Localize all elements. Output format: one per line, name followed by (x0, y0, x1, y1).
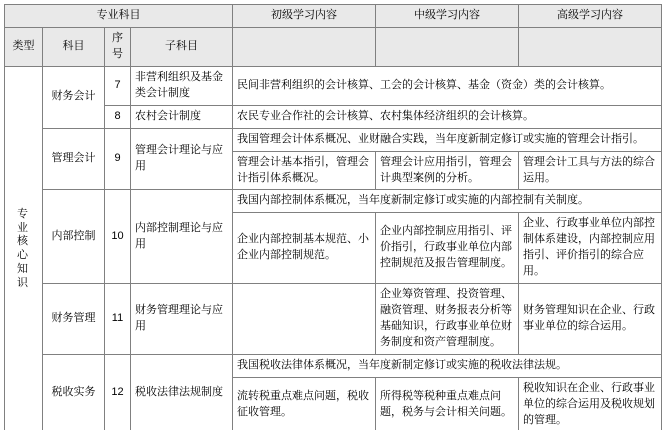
content-cell-all-levels: 我国税收法律体系概况，当年度新制定修订或实施的税收法律法规。 (233, 354, 662, 377)
seq-cell: 12 (105, 354, 131, 430)
content-cell-intermediate: 企业筹资管理、投资管理、融资管理、财务报表分析等基础知识，行政事业单位财务制度和资产管理制度。 (376, 284, 519, 355)
header-subject: 科目 (43, 27, 105, 66)
table-row (5, 128, 662, 151)
content-cell-all-levels: 民间非营利组织的会计核算、工会的会计核算、基金（资金）类的会计核算。 (233, 66, 662, 105)
content-cell-all-levels: 我国管理会计体系概况、业财融合实践，当年度新制定修订或实施的管理会计指引。 (233, 128, 662, 151)
type-label-char: 知 (17, 262, 30, 275)
subject-financial-accounting: 财务会计 (43, 66, 105, 128)
header-level-advanced-spacer (519, 27, 662, 66)
sub-subject-cell: 内部控制理论与应用 (131, 190, 233, 284)
header-level-advanced: 高级学习内容 (519, 5, 662, 28)
sub-subject-cell: 非营利组织及基金类会计制度 (131, 66, 233, 105)
table-header-row-sub (5, 27, 662, 66)
content-cell-primary: 管理会计基本指引，管理会计指引体系概况。 (233, 151, 376, 190)
subject-management-accounting: 管理会计 (43, 128, 105, 190)
type-label-char: 业 (17, 221, 30, 234)
content-cell-primary: 流转税重点难点问题，税收征收管理。 (233, 377, 376, 430)
table-header-row-top (5, 5, 662, 28)
content-cell-advanced: 管理会计工具与方法的综合运用。 (519, 151, 662, 190)
sub-subject-cell: 税收法律法规制度 (131, 354, 233, 430)
header-level-intermediate-spacer (376, 27, 519, 66)
content-cell-all-levels: 我国内部控制体系概况，当年度新制定修订或实施的内部控制有关制度。 (233, 190, 662, 213)
curriculum-table (4, 4, 662, 430)
content-cell-primary (233, 284, 376, 355)
content-cell-all-levels: 农民专业合作社的会计核算、农村集体经济组织的会计核算。 (233, 105, 662, 128)
seq-cell: 8 (105, 105, 131, 128)
content-cell-primary: 企业内部控制基本规范、小企业内部控制规范。 (233, 213, 376, 284)
sub-subject-cell: 农村会计制度 (131, 105, 233, 128)
seq-cell: 10 (105, 190, 131, 284)
seq-cell: 7 (105, 66, 131, 105)
type-label-char: 核 (17, 235, 30, 248)
content-cell-intermediate: 管理会计应用指引，管理会计典型案例的分析。 (376, 151, 519, 190)
table-row (5, 354, 662, 377)
type-label-char: 心 (17, 249, 30, 262)
header-level-primary: 初级学习内容 (233, 5, 376, 28)
table-row (5, 66, 662, 105)
header-sub-subject: 子科目 (131, 27, 233, 66)
content-cell-advanced: 财务管理知识在企业、行政事业单位的综合运用。 (519, 284, 662, 355)
table-row (5, 190, 662, 213)
type-cell-core-knowledge (5, 66, 43, 430)
table-row (5, 284, 662, 355)
content-cell-advanced: 税收知识在企业、行政事业单位的综合运用及税收规划的管理。 (519, 377, 662, 430)
subject-internal-control: 内部控制 (43, 190, 105, 284)
header-seq: 序号 (105, 27, 131, 66)
content-cell-intermediate: 企业内部控制应用指引、评价指引，行政事业单位内部控制规范及报告管理制度。 (376, 213, 519, 284)
content-cell-intermediate: 所得税等税种重点难点问题，税务与会计相关问题。 (376, 377, 519, 430)
seq-cell: 9 (105, 128, 131, 190)
subject-tax-practice: 税收实务 (43, 354, 105, 430)
sub-subject-cell: 管理会计理论与应用 (131, 128, 233, 190)
type-label-char: 识 (17, 276, 30, 289)
header-level-primary-spacer (233, 27, 376, 66)
content-cell-advanced: 企业、行政事业单位内部控制体系建设，内部控制应用指引、评价指引的综合应用。 (519, 213, 662, 284)
sub-subject-cell: 财务管理理论与应用 (131, 284, 233, 355)
type-label-char: 专 (17, 207, 30, 220)
header-level-intermediate: 中级学习内容 (376, 5, 519, 28)
header-type: 类型 (5, 27, 43, 66)
header-group-professional: 专业科目 (5, 5, 233, 28)
seq-cell: 11 (105, 284, 131, 355)
subject-financial-management: 财务管理 (43, 284, 105, 355)
